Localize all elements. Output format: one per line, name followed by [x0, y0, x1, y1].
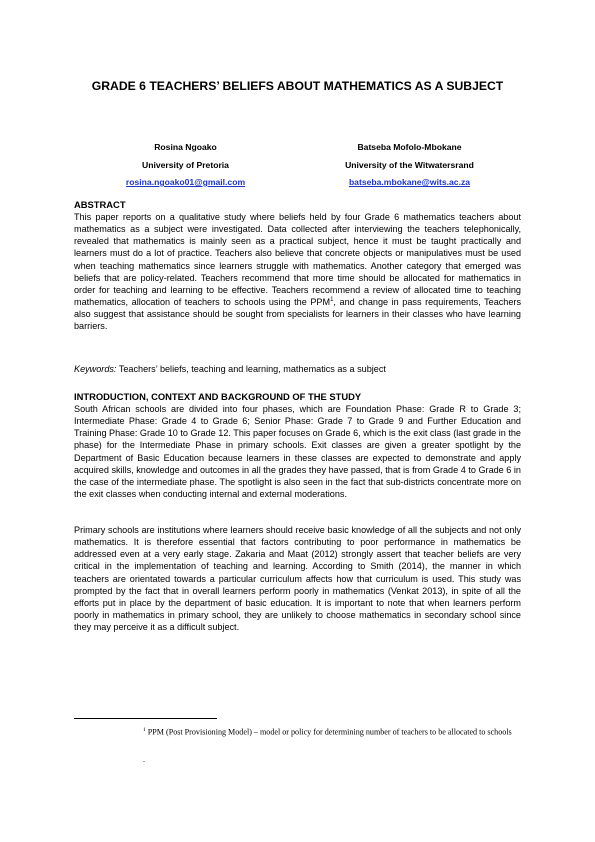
author-name: Batseba Mofolo-Mbokane: [357, 142, 462, 152]
author-block: [74, 139, 521, 191]
footnote-reference: 1: [330, 297, 334, 304]
introduction-heading: INTRODUCTION, CONTEXT AND BACKGROUND OF THE STUDY: [74, 391, 362, 402]
keywords-text: Teachers’ beliefs, teaching and learning, mathematics as a subject: [116, 364, 386, 374]
footnote: [143, 724, 523, 739]
footnote-text: PPM (Post Provisioning Model) – model or policy for determining number of teachers to be allocated to schools: [145, 727, 512, 737]
author-name: Rosina Ngoako: [154, 142, 217, 152]
author-email-link[interactable]: rosina.ngoako01@gmail.com: [125, 177, 246, 187]
keywords-line: [74, 363, 521, 375]
footnote-marker: 1: [143, 727, 146, 733]
footnote-separator: [74, 718, 217, 719]
footnote-trailing-mark: .: [143, 755, 145, 764]
author-affiliation: University of Pretoria: [142, 159, 229, 170]
author-affiliation: University of the Witwatersrand: [345, 159, 474, 170]
abstract-text-end: , and change in pass requirements, Teachers also suggest that assistance should be sought from specialists for learners in their classes who have learning barriers.: [74, 297, 521, 332]
author-2: [298, 139, 521, 192]
abstract-text-main: This paper reports on a qualitative study where beliefs held by four Grade 6 mathematics teachers about mathematics as a subject were investigated. Data collected after interviewing the teachers telephonically, revealed that mathematics is mainly seen as a practical subject, hence it must be taught practically and learners must do a lot of practice. Teachers also believe that concrete objects or manipulatives must be used when teaching mathematics since learners struggle with mathematics. Another category that emerged was beliefs that are policy-related. Teachers recommend that more time should be allocated for mathematics in order for teaching and learning to be effective. Teachers recommend a review of allocated time to teaching mathematics, allocation of teachers to schools using the PPM: [74, 212, 521, 308]
abstract-text: [74, 211, 521, 333]
paper-title: GRADE 6 TEACHERS’ BELIEFS ABOUT MATHEMATICS AS A SUBJECT: [91, 79, 504, 93]
introduction-paragraph-2: Primary schools are institutions where learners should receive basic knowledge of all the subjects and not only mathematics. It is therefore essential that factors contributing to poor performance in mathematics be addressed even at a very early stage. Zakaria and Maat (2012) strongly assert that teacher beliefs are very critical in the implementation of teaching and learning. According to Smith (2014), the manner in which teachers are orientated towards a particular curriculum affects how that curriculum is used. This study was prompted by the fact that in overall learners perform poorly in mathematics (Venkat 2013), in spite of all the efforts put in place by the department of basic education. It is important to note that when learners perform poorly in mathematics in primary school, they are unlikely to choose mathematics in secondary school since they may perceive it as a difficult subject.: [74, 525, 521, 633]
author-1: [74, 139, 297, 192]
author-email-link[interactable]: batseba.mbokane@wits.ac.za: [348, 177, 471, 187]
introduction-paragraph-1: South African schools are divided into four phases, which are Foundation Phase: Grade R to Grade 3; Intermediate Phase: Grade 4 to Grade 6; Senior Phase: Grade 7 to Grade 9 and Further Education and Training Phase: Grade 10 to Grade 12. This paper focuses on Grade 6, which is the exit class (last grade in the phase) for the Intermediate Phase in primary schools. Exit classes are given a greater spotlight by the Department of Basic Education because learners in these classes are expected to demonstrate and apply acquired skills, knowledge and outcomes in all the grades they have passed, that is from Grade 4 to Grade 6 in the case of the intermediate phase. The spotlight is also seen in the fact that sub-districts concentrate more on the exit classes when conducting internal and external moderations.: [74, 404, 521, 500]
abstract-heading: ABSTRACT: [74, 199, 126, 210]
keywords-label: Keywords:: [74, 364, 117, 374]
